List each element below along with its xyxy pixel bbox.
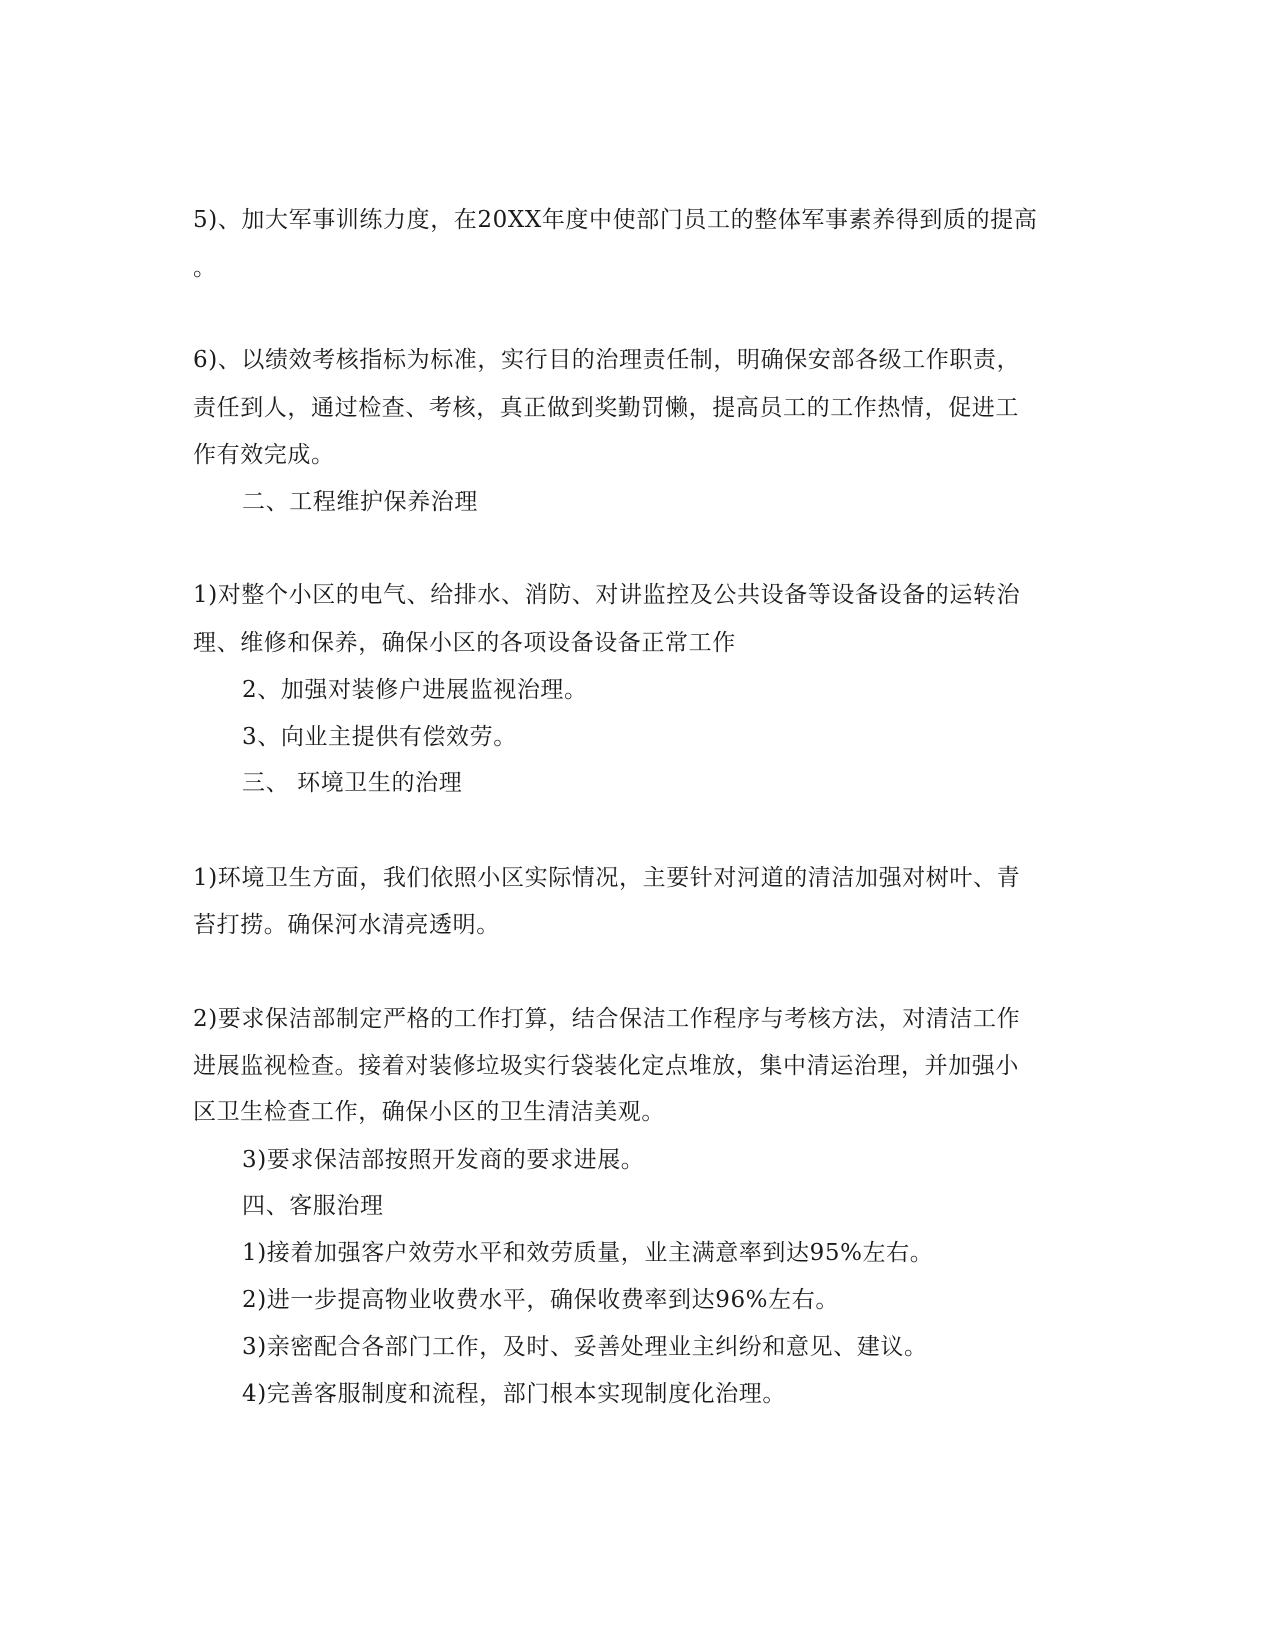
section-heading-engineering: 二、工程维护保养治理 xyxy=(242,489,478,515)
environment-item-1-line-2: 苔打捞。确保河水清亮透明。 xyxy=(193,912,500,938)
environment-item-3: 3)要求保洁部按照开发商的要求进展。 xyxy=(242,1147,645,1173)
customer-service-item-3: 3)亲密配合各部门工作，及时、妥善处理业主纠纷和意见、建议。 xyxy=(242,1334,928,1360)
engineering-item-3: 3、向业主提供有偿效劳。 xyxy=(242,724,517,750)
customer-service-item-4: 4)完善客服制度和流程，部门根本实现制度化治理。 xyxy=(242,1381,787,1407)
engineering-item-2: 2、加强对装修户进展监视治理。 xyxy=(242,677,588,703)
engineering-item-1-line-2: 理、维修和保养，确保小区的各项设备设备正常工作 xyxy=(193,630,736,656)
customer-service-item-2: 2)进一步提高物业收费水平，确保收费率到达96%左右。 xyxy=(242,1287,839,1313)
section-heading-environment: 三、 环境卫生的治理 xyxy=(242,770,463,796)
section-heading-customer-service: 四、客服治理 xyxy=(242,1193,384,1219)
paragraph-6-line-1: 6)、以绩效考核指标为标准，实行目的治理责任制，明确保安部各级工作职责， xyxy=(193,347,1021,373)
environment-item-2-line-1: 2)要求保洁部制定严格的工作打算，结合保洁工作程序与考核方法，对清洁工作 xyxy=(193,1006,1021,1032)
environment-item-2-line-3: 区卫生检查工作，确保小区的卫生清洁美观。 xyxy=(193,1099,665,1125)
environment-item-2-line-2: 进展监视检查。接着对装修垃圾实行袋装化定点堆放，集中清运治理，并加强小 xyxy=(193,1053,1019,1079)
environment-item-1-line-1: 1)环境卫生方面，我们依照小区实际情况，主要针对河道的清洁加强对树叶、青 xyxy=(193,865,1021,891)
engineering-item-1-line-1: 1)对整个小区的电气、给排水、消防、对讲监控及公共设备等设备设备的运转治 xyxy=(193,582,1021,608)
paragraph-5-line-1: 5)、加大军事训练力度，在20XX年度中使部门员工的整体军事素养得到质的提高 xyxy=(193,207,1038,233)
customer-service-item-1: 1)接着加强客户效劳水平和效劳质量，业主满意率到达95%左右。 xyxy=(242,1240,934,1266)
paragraph-6-line-2: 责任到人，通过检查、考核，真正做到奖勤罚懒，提高员工的工作热情，促进工 xyxy=(193,395,1019,421)
paragraph-5-line-2: 。 xyxy=(193,255,217,281)
paragraph-6-line-3: 作有效完成。 xyxy=(193,442,335,468)
